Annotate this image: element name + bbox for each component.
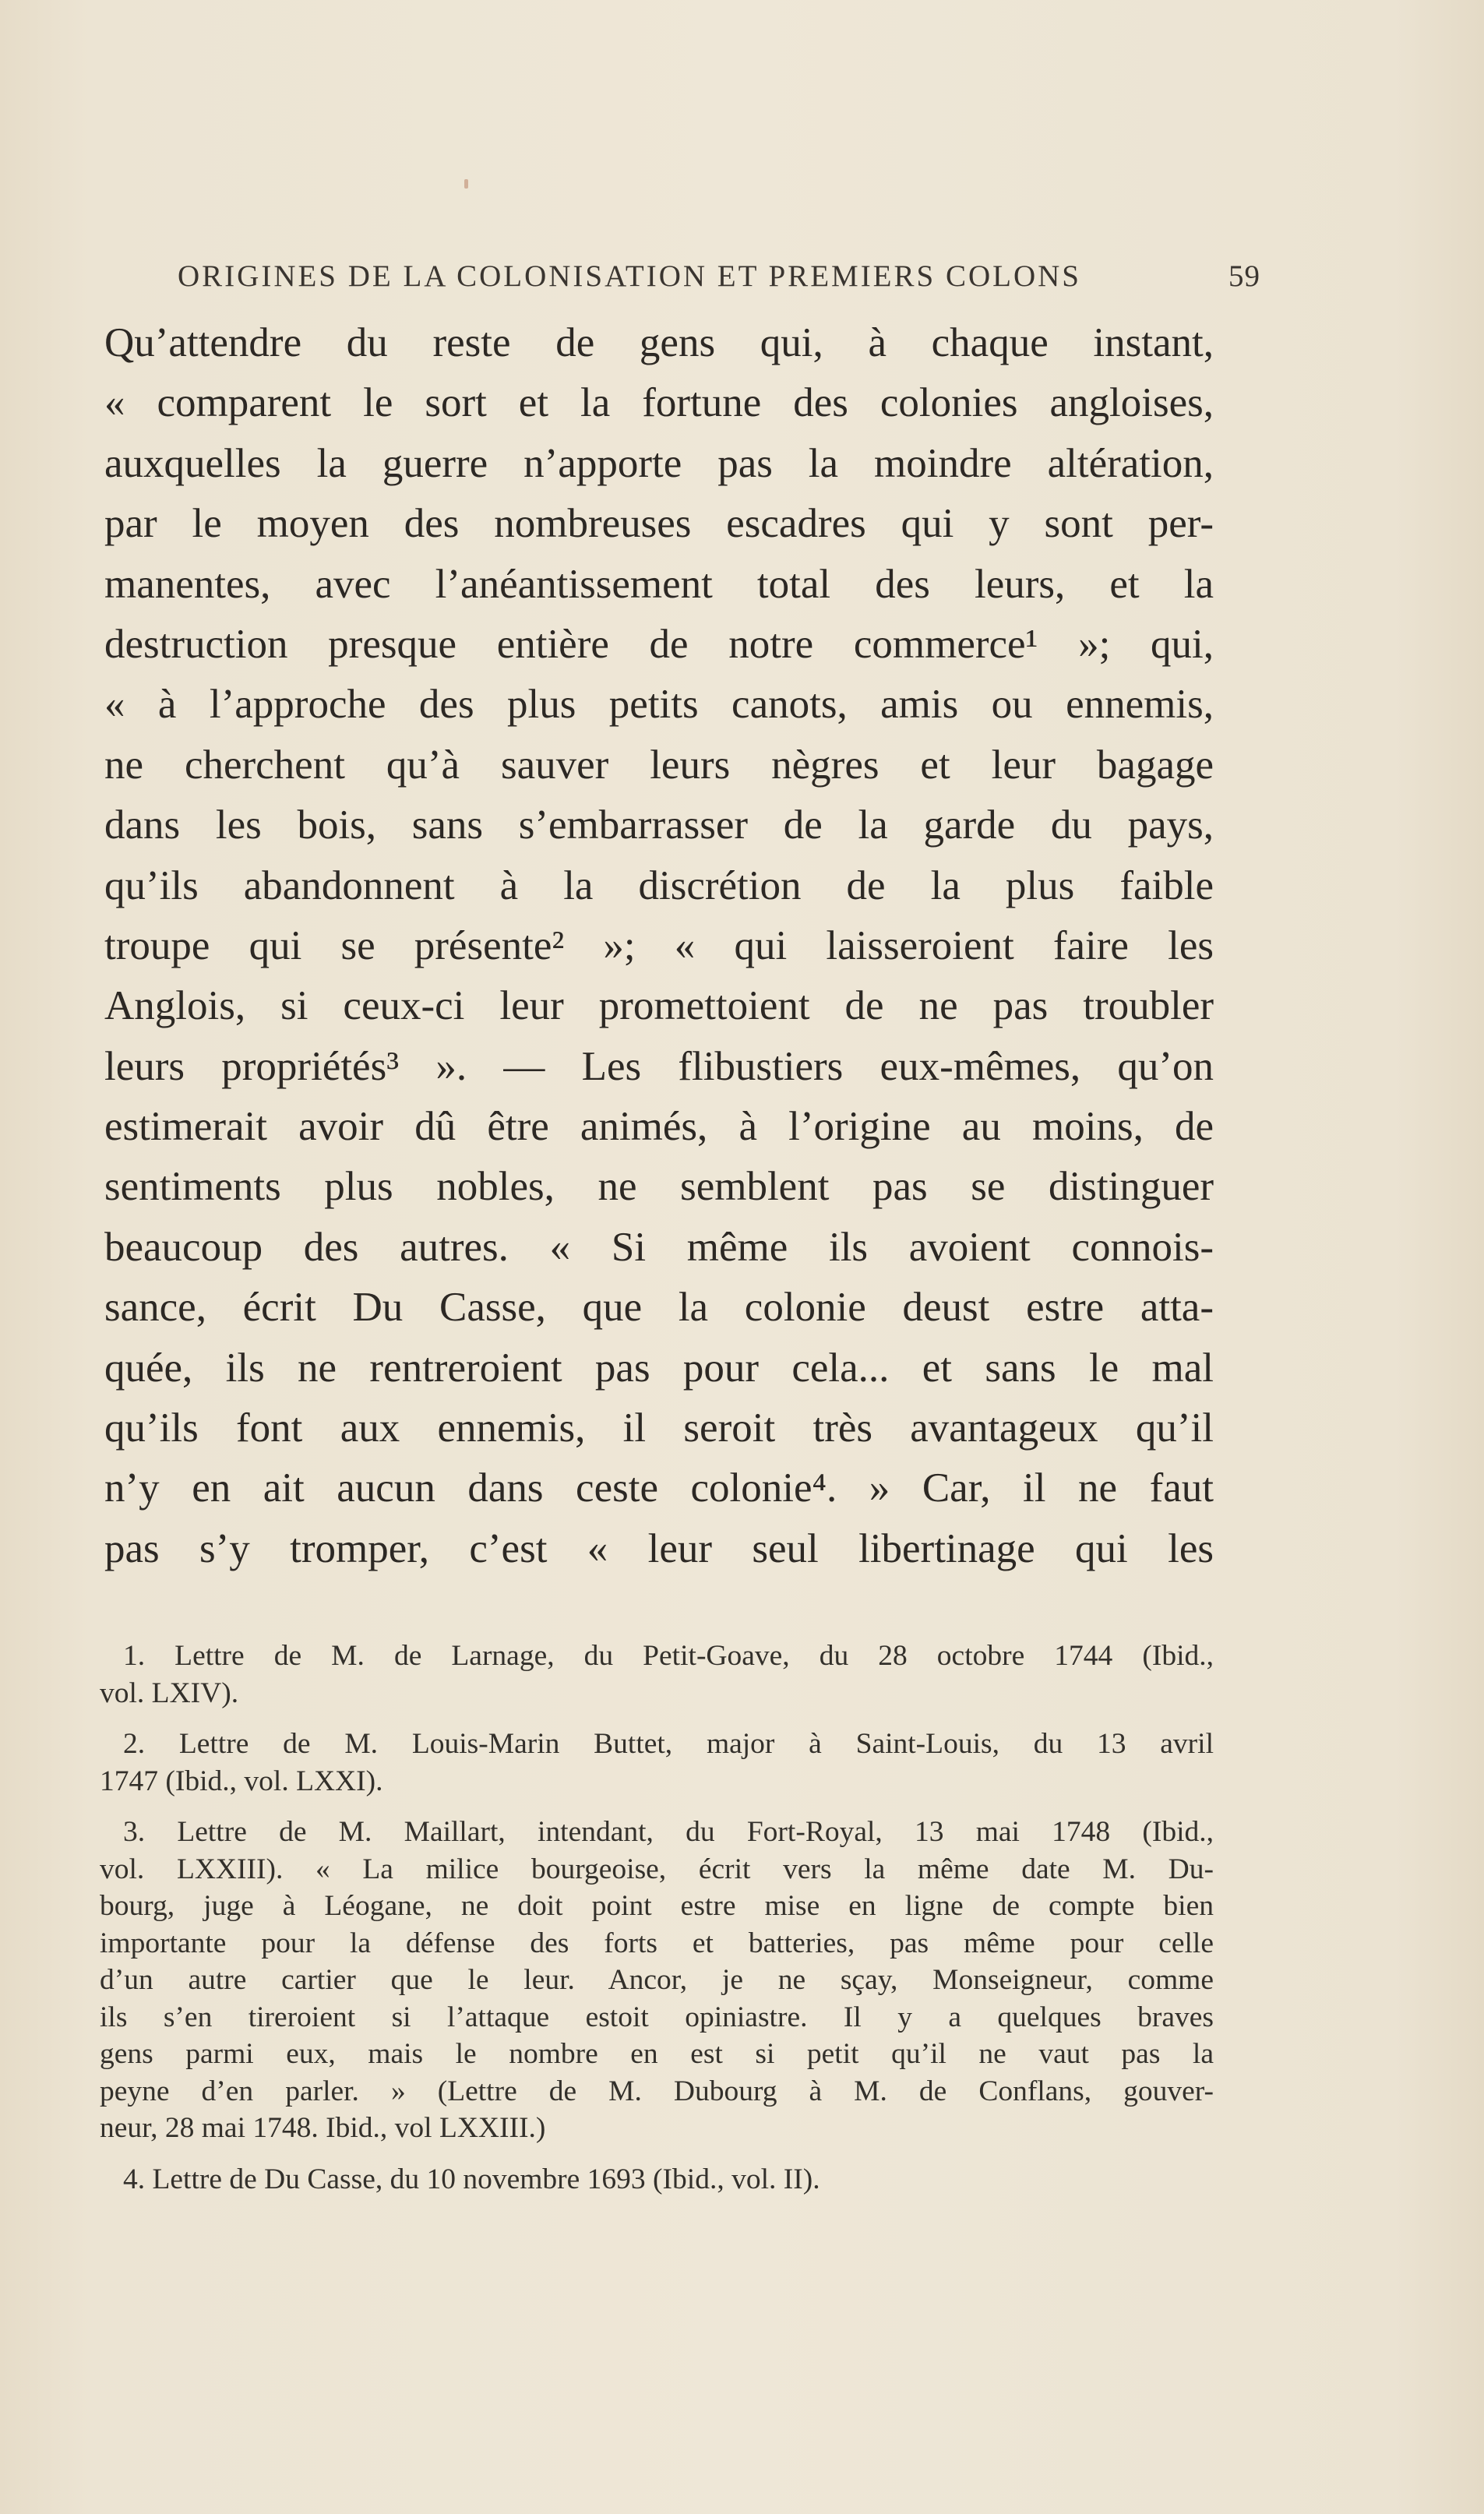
footnote-line: vol. LXXIII). « La milice bourgeoise, écrit vers la même date M. Du- (100, 1853, 1214, 1885)
footnote-line: neur, 28 mai 1748. Ibid., vol LXXIII.) (100, 2112, 546, 2144)
footnote-line: gens parmi eux, mais le nombre en est si petit qu’il ne vaut pas la (100, 2038, 1214, 2070)
footnote-line: importante pour la défense des forts et batteries, pas même pour celle (100, 1927, 1214, 1959)
footnote-4 (100, 2161, 1214, 2198)
footnote-line: bourg, juge à Léogane, ne doit point estre mise en ligne de compte bien (100, 1890, 1214, 1922)
footnote-line: vol. LXIV). (100, 1677, 239, 1709)
running-header (178, 259, 1260, 298)
text-line: sance, écrit Du Casse, que la colonie deust estre atta- (104, 1285, 1214, 1331)
footnote-line: d’un autre cartier que le leur. Ancor, je ne sçay, Monseigneur, comme (100, 1964, 1214, 1996)
text-line: troupe qui se présente² »; « qui laisseroient faire les (104, 922, 1214, 968)
page-number: 59 (1228, 259, 1260, 293)
text-line: sentiments plus nobles, ne semblent pas se distinguer (104, 1164, 1214, 1210)
footnote-line: 1. Lettre de M. de Larnage, du Petit-Goave, du 28 octobre 1744 (Ibid., (123, 1640, 1214, 1672)
footnote-2 (100, 1726, 1214, 1800)
text-line: beaucoup des autres. « Si même ils avoient connois- (104, 1224, 1214, 1270)
text-line: qu’ils abandonnent à la discrétion de la plus faible (104, 862, 1214, 908)
text-line: manentes, avec l’anéantissement total des leurs, et la (104, 561, 1214, 607)
text-line: quée, ils ne rentreroient pas pour cela... et sans le mal (104, 1345, 1214, 1391)
footnote-3 (100, 1814, 1214, 2147)
footnotes (100, 1638, 1214, 2212)
text-line: destruction presque entière de notre commerce¹ »; qui, (104, 621, 1214, 667)
text-line: estimerait avoir dû être animés, à l’origine au moins, de (104, 1104, 1214, 1150)
running-title: ORIGINES DE LA COLONISATION ET PREMIERS COLONS (178, 259, 1081, 293)
footnote-line: 3. Lettre de M. Maillart, intendant, du Fort-Royal, 13 mai 1748 (Ibid., (123, 1816, 1214, 1848)
footnote-line: 1747 (Ibid., vol. LXXI). (100, 1765, 383, 1797)
footnote-1 (100, 1638, 1214, 1712)
text-line: qu’ils font aux ennemis, il seroit très avantageux qu’il (104, 1405, 1214, 1451)
text-line: dans les bois, sans s’embarrasser de la garde du pays, (104, 802, 1214, 848)
text-line: pas s’y tromper, c’est « leur seul libertinage qui les (104, 1525, 1214, 1571)
footnote-line: peyne d’en parler. » (Lettre de M. Dubourg à M. de Conflans, gouver- (100, 2075, 1214, 2107)
main-text (104, 313, 1214, 1579)
text-line: leurs propriétés³ ». — Les flibustiers eux-mêmes, qu’on (104, 1043, 1214, 1089)
footnote-line: 4. Lettre de Du Casse, du 10 novembre 1693 (Ibid., vol. II). (123, 2163, 820, 2195)
text-line: Anglois, si ceux-ci leur promettoient de ne pas troubler (104, 983, 1214, 1029)
text-line: n’y en ait aucun dans ceste colonie⁴. » Car, il ne faut (104, 1465, 1214, 1511)
text-line: « à l’approche des plus petits canots, amis ou ennemis, (104, 682, 1214, 728)
text-line: par le moyen des nombreuses escadres qui y sont per- (104, 501, 1214, 547)
footnote-line: 2. Lettre de M. Louis-Marin Buttet, major à Saint-Louis, du 13 avril (123, 1728, 1214, 1760)
text-line: Qu’attendre du reste de gens qui, à chaque instant, (104, 320, 1214, 365)
text-line: auxquelles la guerre n’apporte pas la moindre altération, (104, 440, 1214, 486)
text-line: « comparent le sort et la fortune des colonies angloises, (104, 380, 1214, 426)
ink-speck (464, 179, 468, 189)
footnote-line: ils s’en tireroient si l’attaque estoit opiniastre. Il y a quelques braves (100, 2001, 1214, 2033)
text-line: ne cherchent qu’à sauver leurs nègres et leur bagage (104, 742, 1214, 788)
